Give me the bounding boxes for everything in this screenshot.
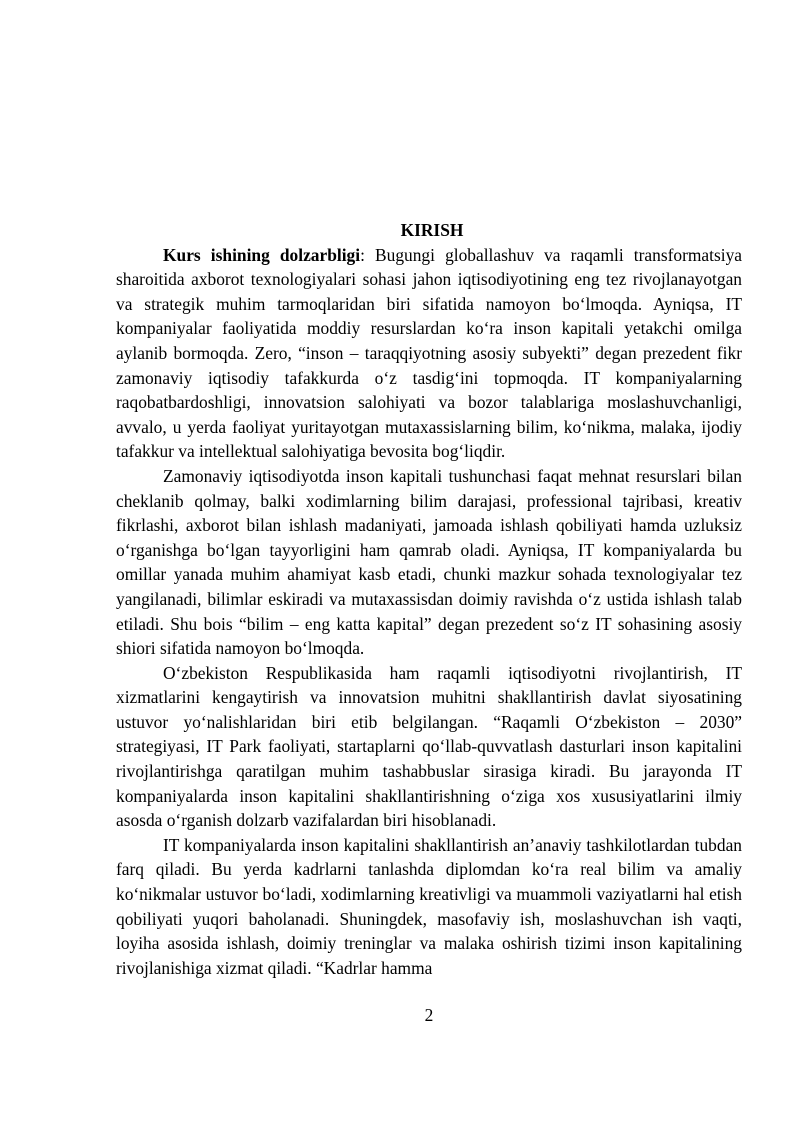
- page-number: 2: [424, 1005, 434, 1025]
- paragraph-2: Zamonaviy iqtisodiyotda inson kapitali tushunchasi faqat mehnat resurslari bilan cheklanib qolmay, balki xodimlarning bilim darajasi, professional tajribasi, kreativ fikrlashi, axborot bilan ishlash madaniyati, jamoada ishlash qobiliyati hamda uzluksiz o‘rganishga bo‘lgan tayyorligini ham qamrab oladi. Ayniqsa, IT kompaniyalarda bu omillar yanada muhim ahamiyat kasb etadi, chunki mazkur sohada texnologiyalar tez yangilanadi, bilimlar eskiradi va mutaxassisdan doimiy ravishda o‘z ustida ishlash talab etiladi. Shu bois “bilim – eng katta kapital” degan prezedent so‘z IT sohasining asosiy shiori sifatida namoyon bo‘lmoqda.: [116, 465, 742, 659]
- paragraph-1: [116, 243, 742, 464]
- page-body: [116, 218, 742, 980]
- paragraph-3: O‘zbekiston Respublikasida ham raqamli iqtisodiyotni rivojlantirish, IT xizmatlarini kengaytirish va innovatsion muhitni shakllantirish davlat siyosatining ustuvor yo‘nalishlaridan biri etib belgilangan. “Raqamli O‘zbekiston – 2030” strategiyasi, IT Park faoliyati, startaplarni qo‘llab-quvvatlash dasturlari inson kapitalini rivojlantirishga qaratilgan muhim tashabbuslar sirasiga kiradi. Bu jarayonda IT kompaniyalarda inson kapitalini shakllantirishning o‘ziga xos xususiyatlarini ilmiy asosda o‘rganish dolzarb vazifalardan biri hisoblanadi.: [116, 662, 742, 831]
- paragraph-4: IT kompaniyalarda inson kapitalini shakllantirish an’anaviy tashkilotlardan tubdan farq qiladi. Bu yerda kadrlarni tanlashda diplomdan ko‘ra real bilim va amaliy ko‘nikmalar ustuvor bo‘ladi, xodimlarning kreativligi va muammoli vaziyatlarni hal etish qobiliyati yuqori baholanadi. Shuningdek, masofaviy ish, moslashuvchan ish vaqti, loyiha asosida ishlash, doimiy treninglar va malaka oshirish tizimi inson kapitalining rivojlanishiga xizmat qiladi. “Kadrlar hamma: [116, 834, 742, 978]
- section-heading: KIRISH: [400, 220, 464, 240]
- paragraph-lead-term: Kurs ishining dolzarbligi: [163, 244, 361, 265]
- paragraph-text: : Bugungi globallashuv va raqamli transformatsiya sharoitida axborot texnologiyalari sohasi jahon iqtisodiyotining eng tez rivojlanayotgan va strategik muhim tarmoqlaridan biri sifatida namoyon bo‘lmoqda. Ayniqsa, IT kompaniyalar faoliyatida moddiy resurslardan ko‘ra inson kapitali yetakchi omilga aylanib bormoqda. Zero, “inson – taraqqiyotning asosiy subyekti” degan prezedent fikr zamonaviy iqtisodiy tafakkurda o‘z tasdig‘ini topmoqda. IT kompaniyalarning raqobatbardoshligi, innovatsion salohiyati va bozor talablariga moslashuvchanligi, avvalo, u yerda faoliyat yuritayotgan mutaxassislarning bilim, ko‘nikma, malaka, ijodiy tafakkur va intellektual salohiyatiga bevosita bog‘liqdir.: [116, 244, 742, 462]
